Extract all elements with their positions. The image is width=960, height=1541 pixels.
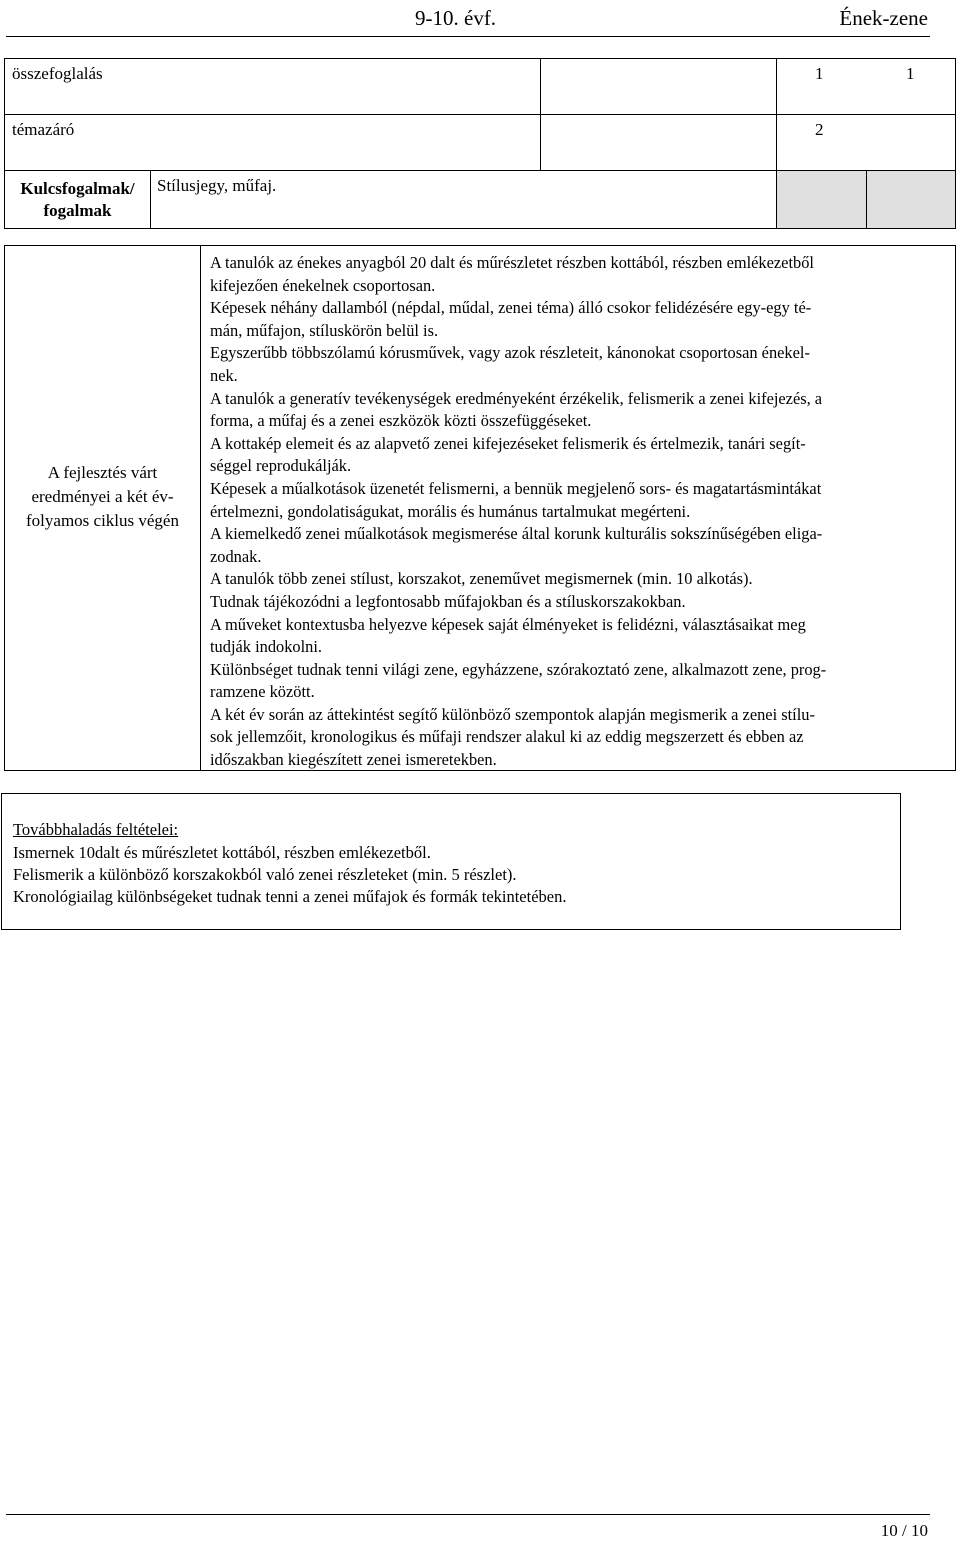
keywords-gray-cell-1 xyxy=(776,170,867,229)
page-number: 10 / 10 xyxy=(880,1521,928,1540)
result-line: séggel reprodukálják. xyxy=(210,456,352,476)
results-label: A fejlesztés várt eredményei a két év- folyamos ciklus végén xyxy=(26,463,179,530)
result-line: Különbséget tudnak tenni világi zene, egyházzene, szórakoztató zene, alkalmazott zene, prog- xyxy=(210,659,827,679)
result-line: zodnak. xyxy=(210,546,262,566)
result-line: értelmezni, gondolatiságukat, morális és humánus tartalmukat megérteni. xyxy=(210,501,691,521)
result-line: időszakban kiegészített zenei ismeretekben. xyxy=(210,750,497,770)
test-col2-cell xyxy=(776,114,956,171)
test-label-cell xyxy=(4,114,541,171)
keywords-label: Kulcsfogalmak/ fogalmak xyxy=(20,179,135,220)
result-line: A két év során az áttekintést segítő különböző szempontok alapján megismerik a zenei stílu- xyxy=(210,704,815,724)
summary-col1-value: 1 xyxy=(815,64,824,83)
test-col1-value: 2 xyxy=(815,120,824,139)
page-header xyxy=(6,2,930,37)
page-footer xyxy=(6,1514,930,1540)
result-line: forma, a műfaj és a zenei eszközök közti összefüggéseket. xyxy=(210,411,592,431)
progression-title: Továbbhaladás feltételei: xyxy=(13,820,179,839)
progression-line: Felismerik a különböző korszakokból való zenei részleteket (min. 5 részlet). xyxy=(13,865,517,884)
keywords-label-cell xyxy=(4,170,151,229)
course-label: 9-10. évf. xyxy=(415,6,497,30)
result-line: A tanulók több zenei stílust, korszakot, zeneművet megismernek (min. 10 alkotás). xyxy=(210,569,753,589)
summary-col2-cell xyxy=(776,58,956,115)
keywords-gray-cell-2 xyxy=(866,170,956,229)
summary-col2-value: 1 xyxy=(906,64,915,83)
subject-label: Ének-zene xyxy=(839,6,928,30)
keywords-value: Stílusjegy, műfaj. xyxy=(157,176,277,195)
progression-line: Kronológiailag különbségeket tudnak tenni a zenei műfajok és formák tekintetében. xyxy=(13,887,567,906)
results-list xyxy=(210,252,945,772)
test-label: témazáró xyxy=(12,120,75,139)
result-line: A kottakép elemeit és az alapvető zenei kifejezéseket felismerik és értelmezik, tanári segít- xyxy=(210,433,806,453)
progression-box xyxy=(1,793,901,930)
result-line: A műveket kontextusba helyezve képesek saját élményeket is felidézni, választásaikat meg xyxy=(210,614,806,634)
result-line: A kiemelkedő zenei műalkotások megismerése által korunk kulturális sokszínűségében eliga- xyxy=(210,524,823,544)
result-line: ramzene között. xyxy=(210,682,315,702)
summary-label-cell xyxy=(4,58,541,115)
test-col1-cell xyxy=(540,114,824,171)
result-line: Képesek néhány dallamból (népdal, műdal, zenei téma) álló csokor felidézésére egy-egy té- xyxy=(210,298,812,318)
summary-col1-cell xyxy=(540,58,824,115)
progression-line: Ismernek 10dalt és műrészletet kottából, részben emlékezetből. xyxy=(13,843,431,862)
results-label-cell xyxy=(4,245,201,771)
result-line: Tudnak tájékozódni a legfontosabb műfajokban és a stíluskorszakokban. xyxy=(210,591,686,611)
result-line: mán, műfajon, stíluskörön belül is. xyxy=(210,320,439,340)
summary-label: összefoglalás xyxy=(12,64,103,83)
result-line: Egyszerűbb többszólamú kórusművek, vagy azok részleteit, kánonokat csoportosan énekel- xyxy=(210,343,810,363)
result-line: sok jellemzőit, kronologikus és műfaji rendszer alakul ki az eddig megszerzett és ebben az xyxy=(210,727,804,747)
result-line: A tanulók a generatív tevékenységek eredményeként érzékelik, felismerik a zenei kifejezés, a xyxy=(210,388,823,408)
result-line: kifejezően énekelnek csoportosan. xyxy=(210,275,436,295)
result-line: nek. xyxy=(210,365,238,385)
result-line: tudják indokolni. xyxy=(210,637,322,657)
result-line: A tanulók az énekes anyagból 20 dalt és műrészletet részben kottából, részben emlékezetből xyxy=(210,253,814,272)
keywords-value-cell xyxy=(150,170,777,229)
result-line: Képesek a műalkotások üzenetét felismerni, a bennük megjelenő sors- és magatartásmintákat xyxy=(210,478,822,498)
